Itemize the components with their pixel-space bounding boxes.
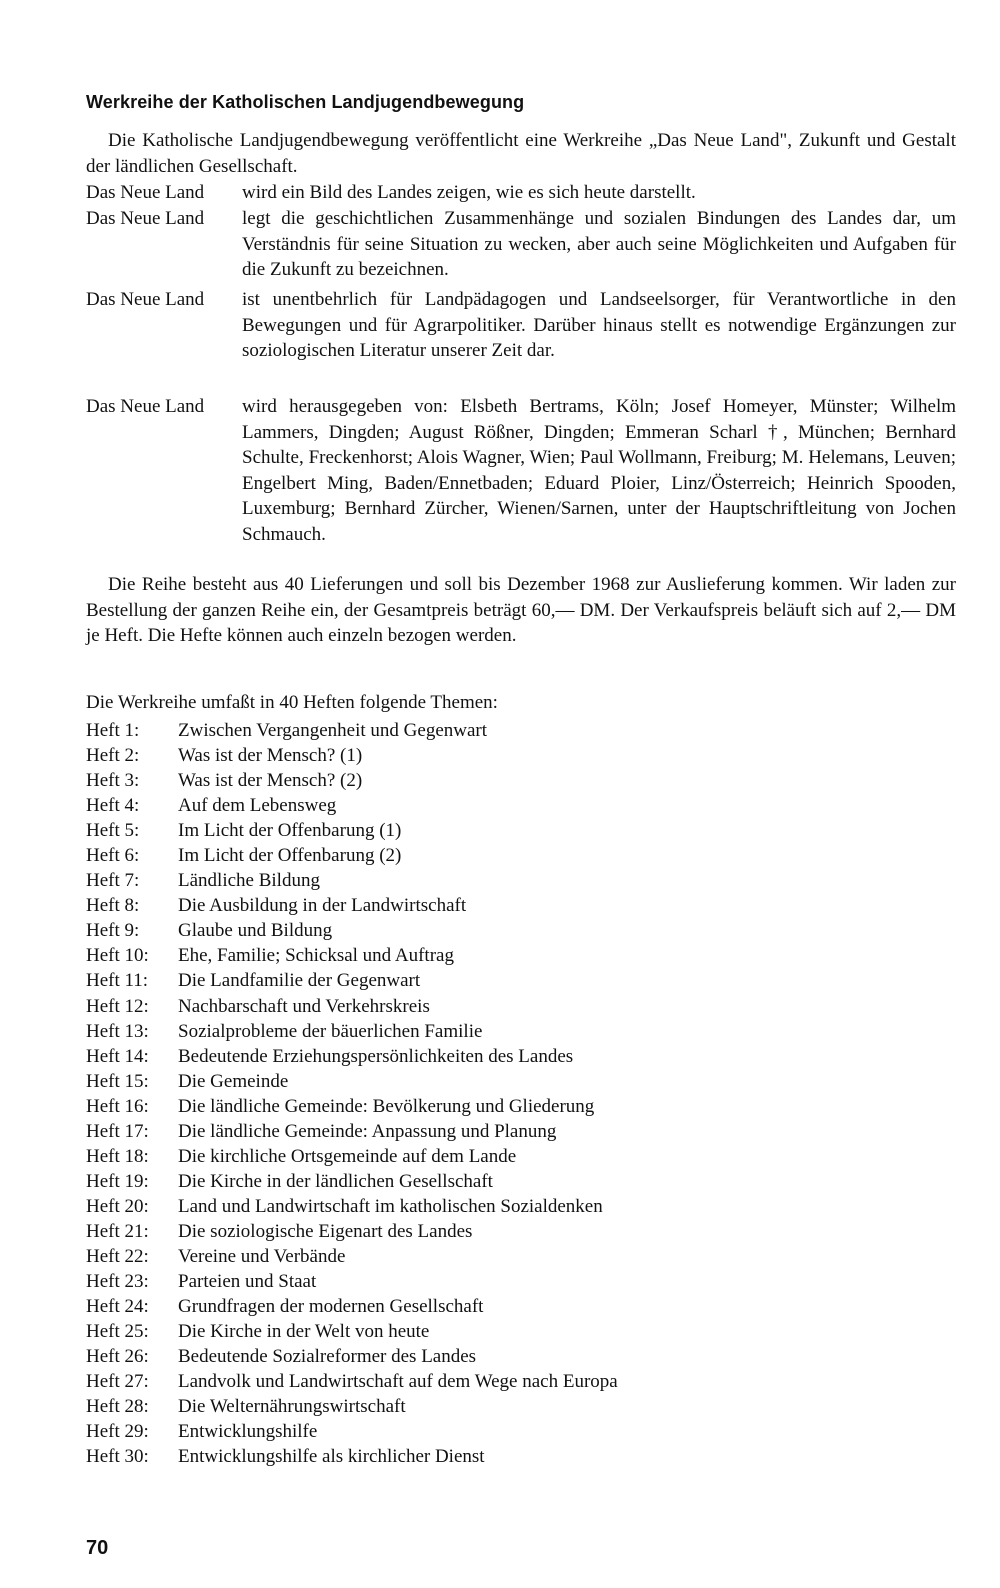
heft-label: Heft 30: [86,1446,149,1468]
heft-list-item [86,968,618,993]
heft-label: Heft 3: [86,770,140,792]
heft-title: Glaube und Bildung [178,920,333,942]
heft-list-item [86,994,618,1019]
heft-list-item [86,1394,618,1419]
definition-term: Das Neue Land [86,182,205,203]
heft-title: Zwischen Vergangenheit und Gegenwart [178,720,488,741]
heft-list-item [86,918,618,943]
heft-list-item [86,843,618,868]
heft-title: Landvolk und Landwirtschaft auf dem Wege nach Europa [178,1371,618,1393]
heft-title: Im Licht der Offenbarung (2) [178,845,402,867]
definition-item [86,180,956,206]
heft-title: Sozialprobleme der bäuerlichen Familie [178,1020,483,1042]
heft-list-item [86,1069,618,1094]
heft-title: Die Kirche in der Welt von heute [178,1321,430,1343]
heft-list-item [86,1044,618,1069]
heft-title: Grundfragen der modernen Gesellschaft [178,1296,484,1318]
heft-title: Ehe, Familie; Schicksal und Auftrag [178,945,454,967]
definition-term: Das Neue Land [86,208,205,229]
page-number: 70 [86,1537,109,1559]
heft-title: Entwicklungshilfe [178,1421,318,1443]
heft-list-item [86,1244,618,1269]
heft-list-item [86,1119,618,1144]
definition-term: Das Neue Land [86,289,205,310]
heft-list-item [86,1194,618,1219]
heft-label: Heft 18: [86,1145,149,1167]
heft-title: Was ist der Mensch? (2) [178,770,363,792]
heft-label: Heft 24: [86,1296,149,1318]
heft-label: Heft 20: [86,1195,149,1217]
heft-title: Die ländliche Gemeinde: Anpassung und Planung [178,1120,557,1142]
heft-label: Heft 26: [86,1346,149,1368]
heft-list-item [86,868,618,893]
heft-title: Entwicklungshilfe als kirchlicher Dienst [178,1446,485,1468]
heft-title: Die Welternährungswirtschaft [178,1396,406,1418]
heft-list-item [86,1294,618,1319]
heft-title: Die kirchliche Ortsgemeinde auf dem Lande [178,1145,517,1167]
heft-title: Bedeutende Erziehungspersönlichkeiten des Landes [178,1045,574,1067]
heft-label: Heft 15: [86,1070,149,1092]
heft-list-item [86,1419,618,1444]
heft-title: Die Gemeinde [178,1070,289,1092]
heft-label: Heft 6: [86,845,140,867]
definition-text: legt die geschichtlichen Zusammenhänge und sozialen Bindungen des Landes dar, um Verständnis für seine Situation zu wecken, aber auch seine Möglichkeiten und Aufgaben für die Zukunft zu bezeichnen. [242,208,956,280]
heft-label: Heft 10: [86,945,149,967]
heft-label: Heft 14: [86,1045,149,1067]
heft-label: Heft 13: [86,1020,149,1042]
definition-text: wird ein Bild des Landes zeigen, wie es sich heute darstellt. [242,182,696,203]
heft-label: Heft 16: [86,1095,149,1117]
heft-list-item [86,743,618,768]
heft-title: Im Licht der Offenbarung (1) [178,820,402,842]
heft-label: Heft 27: [86,1371,149,1393]
heft-list-item [86,943,618,968]
definition-text: wird herausgegeben von: Elsbeth Bertrams, Köln; Josef Homeyer, Münster; Wilhelm Lammers, Dingden; August Rößner, Dingden; Emmeran Scharl †, München; Bernhard Schulte, Freckenhorst; Alois Wagner, Wien; Paul Wollmann, Freiburg; M. Helemans, Leuven; Engelbert Ming, Baden/Ennetbaden; Eduard Ploier, Linz/Österreich; Heinrich Spooden, Luxemburg; Bernhard Zürcher, Wienen/Sarnen, unter der Hauptschriftleitung von Jochen Schmauch. [242,396,956,545]
heft-label: Heft 7: [86,870,140,892]
heft-title: Parteien und Staat [178,1271,317,1293]
heft-label: Heft 1: [86,720,140,741]
heft-title: Ländliche Bildung [178,870,320,892]
definition-term: Das Neue Land [86,396,205,417]
heft-label: Heft 22: [86,1245,149,1267]
heft-label: Heft 2: [86,745,140,767]
heft-list-item [86,1444,618,1469]
heft-title: Die Kirche in der ländlichen Gesellschaft [178,1170,493,1192]
definition-item [86,394,956,547]
heft-label: Heft 11: [86,970,149,992]
heft-list-item [86,793,618,818]
heft-label: Heft 4: [86,795,140,817]
definition-item [86,206,956,283]
heft-label: Heft 25: [86,1321,149,1343]
heft-list-item [86,1319,618,1344]
heft-label: Heft 8: [86,895,140,917]
heft-list-item [86,1169,618,1194]
heft-title: Auf dem Lebensweg [178,795,337,817]
intro-paragraph: Die Katholische Landjugendbewegung veröffentlicht eine Werkreihe „Das Neue Land", Zukunft und Gestalt der ländlichen Gesellschaft. [86,130,956,177]
definition-item [86,287,956,364]
heft-title: Die ländliche Gemeinde: Bevölkerung und Gliederung [178,1095,595,1117]
heft-list-item [86,718,618,743]
heft-title: Die Landfamilie der Gegenwart [178,970,421,992]
heft-list-item [86,1219,618,1244]
heft-title: Vereine und Verbände [178,1245,346,1267]
heft-label: Heft 21: [86,1220,149,1242]
heft-list-item [86,1369,618,1394]
heft-title: Bedeutende Sozialreformer des Landes [178,1346,477,1368]
heft-label: Heft 19: [86,1170,149,1192]
heft-list [86,718,618,1469]
heft-label: Heft 9: [86,920,140,942]
heft-list-item [86,1019,618,1044]
heft-list-item [86,818,618,843]
heft-list-item [86,1269,618,1294]
heft-title: Die soziologische Eigenart des Landes [178,1220,473,1242]
heft-label: Heft 28: [86,1396,149,1418]
heft-list-item [86,1144,618,1169]
heft-list-item [86,893,618,918]
heft-label: Heft 29: [86,1421,149,1443]
heft-title: Was ist der Mensch? (1) [178,745,363,767]
heft-label: Heft 17: [86,1120,149,1142]
order-note-paragraph: Die Reihe besteht aus 40 Lieferungen und soll bis Dezember 1968 zur Auslieferung kommen. Wir laden zur Bestellung der ganzen Reihe ein, der Gesamtpreis beträgt 60,— DM. Der Verkaufspreis beläuft sich auf 2,— DM je Heft. Die Hefte können auch einzeln bezogen werden. [86,574,956,646]
section-heading: Werkreihe der Katholischen Landjugendbewegung [86,92,525,112]
heft-list-item [86,1094,618,1119]
list-intro: Die Werkreihe umfaßt in 40 Heften folgende Themen: [86,692,498,713]
heft-label: Heft 12: [86,995,149,1017]
heft-list-item [86,1344,618,1369]
heft-title: Nachbarschaft und Verkehrskreis [178,995,430,1017]
heft-title: Land und Landwirtschaft im katholischen Sozialdenken [178,1195,603,1217]
definition-text: ist unentbehrlich für Landpädagogen und Landseelsorger, für Verantwortliche in den Bewegungen und für Agrarpolitiker. Darüber hinaus stellt es notwendige Ergänzungen zur soziologischen Literatur unserer Zeit dar. [242,289,956,361]
heft-label: Heft 5: [86,820,140,842]
heft-label: Heft 23: [86,1271,149,1293]
heft-list-item [86,768,618,793]
heft-title: Die Ausbildung in der Landwirtschaft [178,895,467,917]
